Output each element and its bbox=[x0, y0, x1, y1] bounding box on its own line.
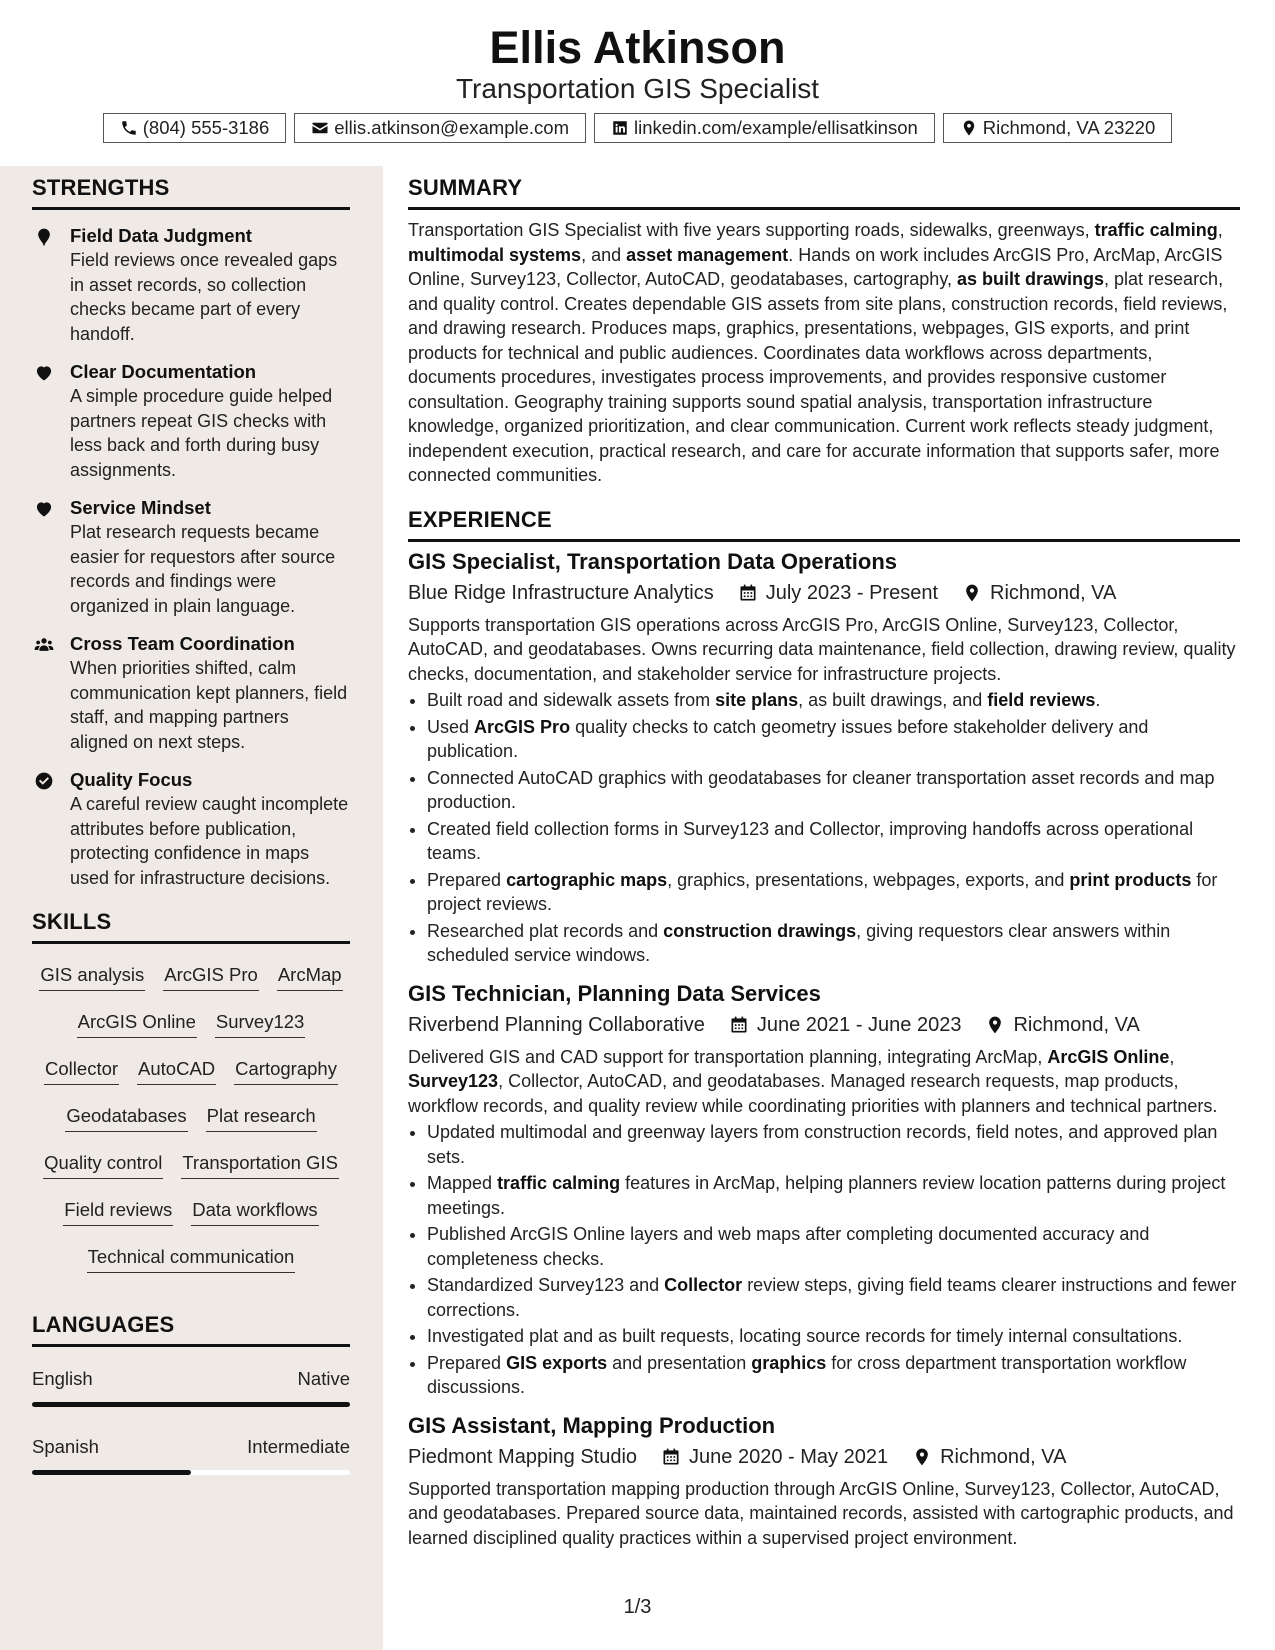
strength-item bbox=[32, 224, 350, 346]
skill-tag: Cartography bbox=[234, 1056, 338, 1085]
experience-heading: EXPERIENCE bbox=[408, 506, 552, 532]
job-bullet: • Published ArcGIS Online layers and web maps after completing documented accuracy and completeness checks. bbox=[427, 1222, 1240, 1271]
contact-phone-text: (804) 555-3186 bbox=[142, 117, 270, 138]
phone-icon bbox=[120, 119, 138, 137]
heart-icon bbox=[34, 363, 54, 383]
strength-description: A careful review caught incomplete attributes before publication, protecting confidence in maps used for infrastructure decisions. bbox=[70, 794, 349, 888]
contact-email[interactable] bbox=[294, 113, 586, 143]
strength-title: Clear Documentation bbox=[70, 361, 257, 382]
strength-item bbox=[32, 768, 350, 890]
heart-icon bbox=[34, 499, 54, 519]
skill-tag: Quality control bbox=[43, 1150, 163, 1179]
contact-location bbox=[943, 113, 1172, 143]
main-content bbox=[408, 166, 1240, 1550]
section-divider bbox=[32, 1344, 350, 1347]
language-item bbox=[32, 1367, 350, 1407]
location-pin-icon bbox=[912, 1447, 932, 1467]
map-pin-icon bbox=[34, 227, 54, 247]
language-item bbox=[32, 1435, 350, 1475]
users-icon bbox=[34, 635, 54, 655]
job-entry bbox=[408, 1412, 1240, 1551]
skill-tag: Collector bbox=[44, 1056, 119, 1085]
skill-tag: Data workflows bbox=[191, 1197, 318, 1226]
job-bullet: • Used ArcGIS Pro quality checks to catch geometry issues before stakeholder delivery and publication. bbox=[427, 715, 1240, 764]
job-title: GIS Specialist, Transportation Data Operations bbox=[408, 548, 898, 574]
job-bullet: • Connected AutoCAD graphics with geodatabases for cleaner transportation asset records and map production. bbox=[427, 766, 1240, 815]
envelope-icon bbox=[311, 119, 329, 137]
job-bullet: • Updated multimodal and greenway layers from construction records, field notes, and approved plan sets. bbox=[427, 1120, 1240, 1169]
job-description: Delivered GIS and CAD support for transportation planning, integrating ArcMap, ArcGIS Online, Survey123, Collector, AutoCAD, and geodatabases. Managed research requests, map products, workflow records, and quality review while coordinating priorities with planners and technical partners. bbox=[408, 1046, 1218, 1116]
language-level: Intermediate bbox=[247, 1436, 350, 1457]
skill-tag: AutoCAD bbox=[137, 1056, 216, 1085]
job-bullet: • Standardized Survey123 and Collector review steps, giving field teams clearer instructions and fewer corrections. bbox=[427, 1273, 1240, 1322]
skill-tag: Geodatabases bbox=[65, 1103, 187, 1132]
strength-item bbox=[32, 496, 350, 618]
location-pin-icon bbox=[985, 1015, 1005, 1035]
skill-tag: GIS analysis bbox=[39, 962, 145, 991]
job-company: Piedmont Mapping Studio bbox=[408, 1445, 638, 1468]
summary-text: Transportation GIS Specialist with five years supporting roads, sidewalks, greenways, traffic calming, multimodal systems, and asset management. Hands on work includes ArcGIS Pro, ArcMap, ArcGIS Online, Survey123, Collector, AutoCAD, geodatabases, cartography, as built drawings, plat research, and quality control. Creates dependable GIS assets from site plans, construction records, field reviews, and drawing research. Produces maps, graphics, presentations, webpages, GIS exports, and print products for technical and public audiences. Coordinates data workflows across departments, documents procedures, investigates process improvements, and provides responsive customer consultation. Geography training supports sound spatial analysis, transportation infrastructure knowledge, organized prioritization, and clear communication. Current work reflects steady judgment, independent execution, practical research, and care for accurate information that supports safer, more connected communities. bbox=[408, 220, 1228, 485]
strength-item bbox=[32, 360, 350, 482]
check-circle-icon bbox=[34, 771, 54, 791]
language-proficiency-fill bbox=[32, 1470, 191, 1475]
skill-tag: Technical communication bbox=[87, 1244, 296, 1273]
contact-phone[interactable] bbox=[103, 113, 287, 143]
job-description: Supports transportation GIS operations across ArcGIS Pro, ArcGIS Online, Survey123, Collector, AutoCAD, and geodatabases. Owns recurring data maintenance, field collection, drawing review, quality checks, documentation, and stakeholder service for infrastructure projects. bbox=[408, 614, 1236, 684]
strength-title: Field Data Judgment bbox=[70, 225, 252, 246]
section-divider bbox=[32, 941, 350, 944]
calendar-icon bbox=[729, 1015, 749, 1035]
job-location: Richmond, VA bbox=[1013, 1013, 1140, 1036]
skill-tag: Field reviews bbox=[63, 1197, 173, 1226]
strengths-heading: STRENGTHS bbox=[32, 175, 170, 200]
skill-tag: ArcGIS Pro bbox=[163, 962, 259, 991]
strength-description: A simple procedure guide helped partners repeat GIS checks with less back and forth during busy assignments. bbox=[70, 386, 333, 480]
job-bullets bbox=[408, 1120, 1240, 1400]
language-name: English bbox=[32, 1368, 93, 1389]
calendar-icon bbox=[661, 1447, 681, 1467]
language-proficiency-fill bbox=[32, 1402, 350, 1407]
section-divider bbox=[408, 207, 1240, 210]
language-level: Native bbox=[297, 1368, 350, 1389]
contact-linkedin-text: linkedin.com/example/ellisatkinson bbox=[633, 117, 918, 138]
location-pin-icon bbox=[962, 583, 982, 603]
job-dates: July 2023 - Present bbox=[765, 581, 939, 604]
job-entry bbox=[408, 548, 1240, 968]
contact-location-text: Richmond, VA 23220 bbox=[982, 117, 1156, 138]
language-name: Spanish bbox=[32, 1436, 99, 1457]
resume-header bbox=[0, 0, 1275, 166]
strength-item bbox=[32, 632, 350, 754]
job-bullet: • Investigated plat and as built requests, locating source records for timely internal consultations. bbox=[427, 1324, 1240, 1349]
skills-heading: SKILLS bbox=[32, 909, 112, 934]
job-meta bbox=[408, 1444, 1240, 1470]
strength-title: Cross Team Coordination bbox=[70, 633, 295, 654]
strength-description: Plat research requests became easier for requestors after source records and findings were organized in plain language. bbox=[70, 522, 336, 616]
job-bullet: • Prepared cartographic maps, graphics, presentations, webpages, exports, and print products for project reviews. bbox=[427, 868, 1240, 917]
skill-tag: Survey123 bbox=[215, 1009, 305, 1038]
job-bullet: • Prepared GIS exports and presentation graphics for cross department transportation workflow discussions. bbox=[427, 1351, 1240, 1400]
page-number: 1/3 bbox=[623, 1596, 652, 1618]
job-bullet: • Created field collection forms in Survey123 and Collector, improving handoffs across operational teams. bbox=[427, 817, 1240, 866]
sidebar bbox=[0, 166, 383, 1650]
job-company: Blue Ridge Infrastructure Analytics bbox=[408, 581, 714, 604]
skill-tag: Plat research bbox=[206, 1103, 317, 1132]
job-dates: June 2021 - June 2023 bbox=[756, 1013, 962, 1036]
candidate-name: Ellis Atkinson bbox=[489, 22, 786, 73]
job-meta bbox=[408, 580, 1240, 606]
skill-tag: ArcGIS Online bbox=[77, 1009, 197, 1038]
contact-email-text: ellis.atkinson@example.com bbox=[334, 117, 569, 138]
job-bullets bbox=[408, 688, 1240, 968]
strength-description: When priorities shifted, calm communication kept planners, field staff, and mapping partners aligned on next steps. bbox=[70, 658, 348, 752]
job-title: GIS Technician, Planning Data Services bbox=[408, 980, 821, 1006]
job-title: GIS Assistant, Mapping Production bbox=[408, 1412, 776, 1438]
job-meta bbox=[408, 1012, 1240, 1038]
job-dates: June 2020 - May 2021 bbox=[689, 1445, 889, 1468]
calendar-icon bbox=[738, 583, 758, 603]
strength-title: Quality Focus bbox=[70, 769, 193, 790]
job-bullet: • Mapped traffic calming features in ArcMap, helping planners review location patterns during project meetings. bbox=[427, 1171, 1240, 1220]
summary-heading: SUMMARY bbox=[408, 175, 523, 200]
language-proficiency-bar bbox=[32, 1470, 350, 1475]
strength-description: Field reviews once revealed gaps in asset records, so collection checks became part of every handoff. bbox=[70, 250, 338, 344]
skill-tag: ArcMap bbox=[277, 962, 343, 991]
job-bullet: • Built road and sidewalk assets from site plans, as built drawings, and field reviews. bbox=[427, 688, 1240, 713]
contact-bar bbox=[0, 113, 1275, 143]
linkedin-icon bbox=[611, 119, 629, 137]
job-entry bbox=[408, 980, 1240, 1400]
job-description: Supported transportation mapping production through ArcGIS Online, Survey123, Collector, AutoCAD, and geodatabases. Prepared source data, maintained records, assisted with cartographic products, and learned disciplined quality practices within a supervised project environment. bbox=[408, 1478, 1234, 1548]
skill-tag: Transportation GIS bbox=[181, 1150, 339, 1179]
skills-list bbox=[32, 962, 350, 1273]
location-pin-icon bbox=[960, 119, 978, 137]
job-location: Richmond, VA bbox=[990, 581, 1117, 604]
strength-title: Service Mindset bbox=[70, 497, 211, 518]
job-location: Richmond, VA bbox=[940, 1445, 1067, 1468]
languages-heading: LANGUAGES bbox=[32, 1312, 175, 1337]
experience-list bbox=[408, 548, 1240, 1551]
language-proficiency-bar bbox=[32, 1402, 350, 1407]
contact-linkedin[interactable] bbox=[594, 113, 935, 143]
section-divider bbox=[408, 539, 1240, 542]
job-company: Riverbend Planning Collaborative bbox=[408, 1013, 705, 1036]
section-divider bbox=[32, 207, 350, 210]
job-bullet: • Researched plat records and construction drawings, giving requestors clear answers within scheduled service windows. bbox=[427, 919, 1240, 968]
candidate-title: Transportation GIS Specialist bbox=[455, 73, 820, 104]
